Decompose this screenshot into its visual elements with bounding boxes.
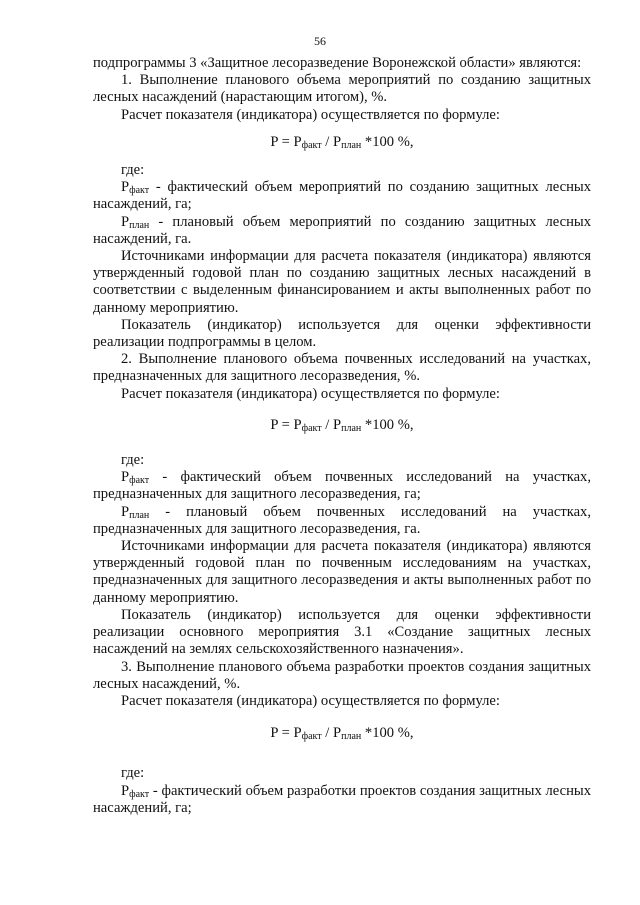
definition-fact-2: $P_{факт}$ - фактический объем почвенных исследований на участках, предназначенных для защитного лесоразведения, га; xyxy=(93,469,591,503)
sources-1: Источниками информации для расчета показателя (индикатора) являются утвержденный годовой план по созданию защитных лесных насаждений в соответствии с выделенным финансированием и акты выполненных работ по данному мероприятию. xyxy=(93,248,591,316)
item-1-title: 1. Выполнение планового объема мероприятий по созданию защитных лесных насаждений (нарастающим итогом), %. xyxy=(93,72,591,106)
usage-2: Показатель (индикатор) используется для оценки эффективности реализации основного мероприятия 3.1 «Создание защитных лесных насаждений на землях сельскохозяйственного назначения». xyxy=(93,606,591,658)
definition-fact-3: $P_{факт}$ - фактический объем разработки проектов создания защитных лесных насаждений, га; xyxy=(93,782,591,816)
definition-plan-1: $P_{план}$ - плановый объем мероприятий по созданию защитных лесных насаждений, га. xyxy=(93,213,591,247)
where-label-2: где: xyxy=(121,452,145,469)
sources-2: Источниками информации для расчета показателя (индикатора) являются утвержденный годовой план по почвенным исследованиям на участках, предназначенных для защитного лесоразведения и акты выполненных работ по данному мероприятию. xyxy=(93,538,591,606)
formula-2: $P = P_{факт} / P_{план}$ *100 %, xyxy=(270,416,414,434)
usage-1: Показатель (индикатор) используется для оценки эффективности реализации подпрограммы в целом. xyxy=(93,316,591,351)
item-2-title: 2. Выполнение планового объема почвенных исследований на участках, предназначенных для защитного лесоразведения, %. xyxy=(93,351,591,385)
formula-intro-3: Расчет показателя (индикатора) осуществляется по формуле: xyxy=(121,692,500,709)
formula-3: $P = P_{факт} / P_{план}$ *100 %, xyxy=(270,725,414,743)
item-3-title: 3. Выполнение планового объема разработки проектов создания защитных лесных насаждений, %. xyxy=(93,658,591,692)
paragraph-intro: подпрограммы 3 «Защитное лесоразведение Воронежской области» являются: xyxy=(93,55,582,71)
formula-intro-2: Расчет показателя (индикатора) осуществляется по формуле: xyxy=(121,385,500,402)
formula-intro-1: Расчет показателя (индикатора) осуществляется по формуле: xyxy=(121,106,500,123)
where-label-1: где: xyxy=(121,162,145,179)
page-body xyxy=(93,55,591,817)
definition-fact-1: $P_{факт}$ - фактический объем мероприятий по созданию защитных лесных насаждений, га; xyxy=(93,179,591,213)
page-number: 56 xyxy=(314,34,326,48)
where-label-3: где: xyxy=(121,765,145,782)
formula-1: $P = P_{факт} / P_{план}$ *100 %, xyxy=(270,133,414,151)
definition-plan-2: $P_{план}$ - плановый объем почвенных исследований на участках, предназначенных для защитного лесоразведения, га. xyxy=(93,503,591,537)
